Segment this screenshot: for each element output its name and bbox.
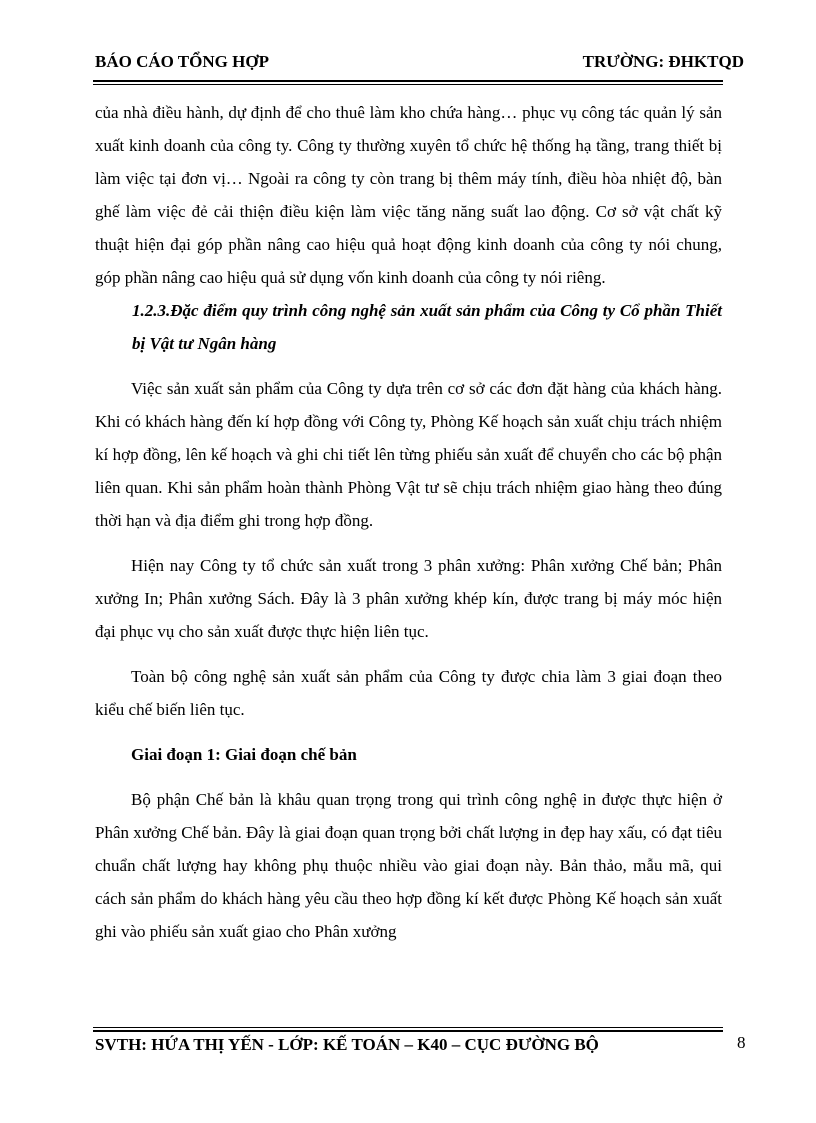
footer-rule-thin xyxy=(93,1027,723,1028)
header-rule-thin xyxy=(93,84,723,85)
stage-heading: Giai đoạn 1: Giai đoạn chế bản xyxy=(131,745,357,764)
footer-rule-thick xyxy=(93,1030,723,1032)
header-report-title: BÁO CÁO TỔNG HỢP xyxy=(95,52,269,71)
page-number: 8 xyxy=(737,1033,746,1052)
document-body xyxy=(95,96,722,948)
paragraph-stages: Toàn bộ công nghệ sản xuất sản phẩm của Công ty được chia làm 3 giai đoạn theo kiểu chế biến liên tục. xyxy=(95,667,722,719)
header-rule-thick xyxy=(93,80,723,82)
paragraph-workshops: Hiện nay Công ty tổ chức sản xuất trong 3 phân xưởng: Phân xưởng Chế bản; Phân xưởng In; Phân xưởng Sách. Đây là 3 phân xưởng khép kín, được trang bị máy móc hiện đại phục vụ cho sản xuất được thực hiện liên tục. xyxy=(95,556,722,641)
paragraph-facilities: của nhà điều hành, dự định để cho thuê làm kho chứa hàng… phục vụ công tác quản lý sản xuất kinh doanh của công ty. Công ty thường xuyên tổ chức hệ thống hạ tầng, trang thiết bị làm việc tại đơn vị… Ngoài ra công ty còn trang bị thêm máy tính, điều hòa nhiệt độ, bàn ghế làm việc đẻ cải thiện điều kiện làm việc tăng năng suất lao động. Cơ sở vật chất kỹ thuật hiện đại góp phần nâng cao hiệu quả hoạt động kinh doanh của công ty nói chung, góp phần nâng cao hiệu quả sử dụng vốn kinh doanh của công ty nói riêng. xyxy=(95,103,722,287)
header-school: TRƯỜNG: ĐHKTQD xyxy=(582,52,744,71)
section-heading: 1.2.3.Đặc điểm quy trình công nghệ sản xuất sản phẩm của Công ty Cổ phần Thiết bị Vật tư Ngân hàng xyxy=(132,301,722,353)
paragraph-prepress: Bộ phận Chế bản là khâu quan trọng trong qui trình công nghệ in được thực hiện ở Phân xưởng Chế bản. Đây là giai đoạn quan trọng bởi chất lượng in đẹp hay xấu, có đạt tiêu chuẩn chất lượng hay không phụ thuộc nhiều vào giai đoạn này. Bản thảo, mẫu mã, qui cách sản phẩm do khách hàng yêu cầu theo hợp đồng kí kết được Phòng Kế hoạch sản xuất ghi vào phiếu sản xuất giao cho Phân xưởng xyxy=(95,790,722,941)
footer-student-info: SVTH: HỨA THỊ YẾN - LỚP: KẾ TOÁN – K40 – CỤC ĐƯỜNG BỘ xyxy=(95,1035,599,1054)
paragraph-production-orders: Việc sản xuất sản phẩm của Công ty dựa trên cơ sở các đơn đặt hàng của khách hàng. Khi có khách hàng đến kí hợp đồng với Công ty, Phòng Kế hoạch sản xuất chịu trách nhiệm kí hợp đồng, lên kế hoạch và ghi chi tiết lên từng phiếu sản xuất để chuyển cho các bộ phận liên quan. Khi sản phẩm hoàn thành Phòng Vật tư sẽ chịu trách nhiệm giao hàng theo đúng thời hạn và địa điểm ghi trong hợp đồng. xyxy=(95,379,722,530)
